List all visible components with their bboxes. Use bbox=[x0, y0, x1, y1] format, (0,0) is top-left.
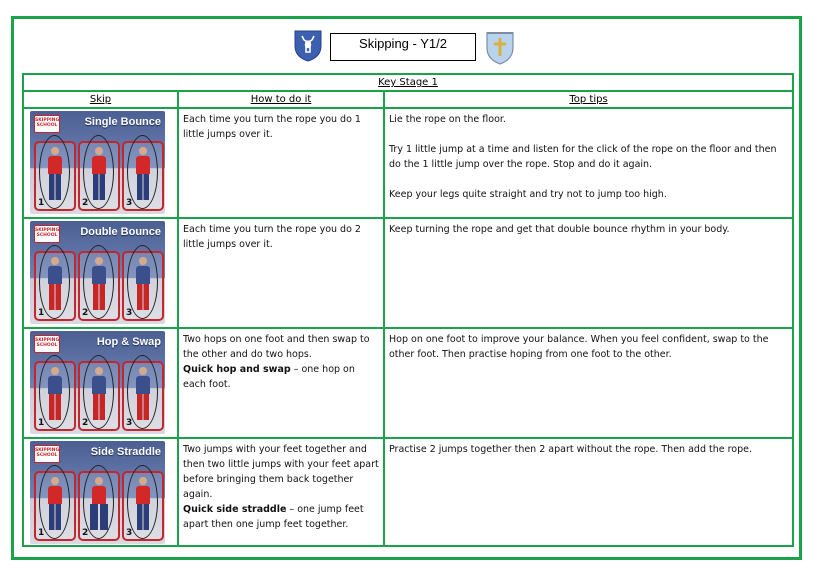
panel-number: 3 bbox=[126, 418, 133, 428]
skipping-school-badge: SKIPPING SCHOOL bbox=[34, 225, 60, 243]
how-to-text: Each time you turn the rope you do 1 little jumps over it. bbox=[183, 114, 361, 140]
panel-number: 3 bbox=[126, 528, 133, 538]
top-tips-cell bbox=[384, 438, 793, 546]
how-to-cell bbox=[178, 438, 384, 546]
how-to-cell bbox=[178, 218, 384, 328]
figure-panel bbox=[122, 471, 164, 541]
skip-illustration bbox=[30, 441, 165, 544]
figure-panel bbox=[78, 251, 120, 321]
key-stage-heading: Key Stage 1 bbox=[23, 74, 793, 91]
tip-text: Practise 2 jumps together then 2 apart without the rope. Then add the rope. bbox=[389, 444, 753, 455]
figure-panel bbox=[34, 471, 76, 541]
how-to-text: Two jumps with your feet together and then two little jumps with your feet apart before bringing them back together again. bbox=[183, 444, 379, 500]
panel-number: 1 bbox=[38, 418, 45, 428]
panel-number: 2 bbox=[82, 418, 89, 428]
skip-name: Double Bounce bbox=[80, 226, 161, 238]
document-title: Skipping - Y1/2 bbox=[330, 33, 476, 61]
skipping-school-badge: SKIPPING SCHOOL bbox=[34, 115, 60, 133]
figure-panel bbox=[34, 251, 76, 321]
column-header-tips: Top tips bbox=[384, 91, 793, 108]
skip-illustration bbox=[30, 331, 165, 434]
skipping-table bbox=[22, 73, 794, 547]
panel-number: 3 bbox=[126, 198, 133, 208]
how-to-text: Each time you turn the rope you do 2 little jumps over it. bbox=[183, 224, 361, 250]
tip-text: Hop on one foot to improve your balance. When you feel confident, swap to the other foot. Then practise hoping from one foot to the other. bbox=[389, 334, 769, 360]
panel-number: 2 bbox=[82, 308, 89, 318]
table-row bbox=[23, 218, 793, 328]
tip-text: Try 1 little jump at a time and listen for the click of the rope on the floor and then do the 1 little jump over the rope. Stop and do it again. bbox=[389, 144, 777, 170]
top-tips-cell bbox=[384, 328, 793, 438]
tip-text: Lie the rope on the floor. bbox=[389, 114, 506, 125]
panel-number: 2 bbox=[82, 198, 89, 208]
figure-panel bbox=[122, 141, 164, 211]
top-tips-cell bbox=[384, 108, 793, 218]
tip-text: Keep your legs quite straight and try not to jump too high. bbox=[389, 189, 667, 200]
figure-panel bbox=[122, 361, 164, 431]
panel-number: 2 bbox=[82, 528, 89, 538]
how-to-after: – one hop on each foot. bbox=[183, 364, 355, 390]
skip-name: Side Straddle bbox=[90, 446, 161, 458]
table-row bbox=[23, 328, 793, 438]
cross-shield-icon bbox=[484, 29, 516, 65]
stag-shield-icon bbox=[293, 28, 323, 62]
how-to-cell bbox=[178, 108, 384, 218]
skipping-school-badge: SKIPPING SCHOOL bbox=[34, 445, 60, 463]
table-row bbox=[23, 108, 793, 218]
figure-panel bbox=[34, 361, 76, 431]
figure-panel bbox=[122, 251, 164, 321]
figure-panel bbox=[78, 471, 120, 541]
table-row bbox=[23, 438, 793, 546]
panel-number: 3 bbox=[126, 308, 133, 318]
figure-panel bbox=[78, 141, 120, 211]
skip-illustration bbox=[30, 111, 165, 214]
how-to-bold: Quick hop and swap bbox=[183, 364, 291, 375]
how-to-cell bbox=[178, 328, 384, 438]
skip-name: Single Bounce bbox=[84, 116, 161, 128]
skip-name: Hop & Swap bbox=[96, 336, 161, 348]
column-header-how: How to do it bbox=[178, 91, 384, 108]
figure-panel bbox=[78, 361, 120, 431]
skipping-school-badge: SKIPPING SCHOOL bbox=[34, 335, 60, 353]
panel-number: 1 bbox=[38, 308, 45, 318]
panel-number: 1 bbox=[38, 198, 45, 208]
figure-panel bbox=[34, 141, 76, 211]
how-to-bold: Quick side straddle bbox=[183, 504, 287, 515]
tip-text: Keep turning the rope and get that double bounce rhythm in your body. bbox=[389, 224, 730, 235]
how-to-text: Two hops on one foot and then swap to the other and do two hops. bbox=[183, 334, 370, 360]
top-tips-cell bbox=[384, 218, 793, 328]
how-to-after: – one jump feet apart then one jump feet together. bbox=[183, 504, 364, 530]
panel-number: 1 bbox=[38, 528, 45, 538]
skip-illustration bbox=[30, 221, 165, 324]
column-header-skip: Skip bbox=[23, 91, 178, 108]
